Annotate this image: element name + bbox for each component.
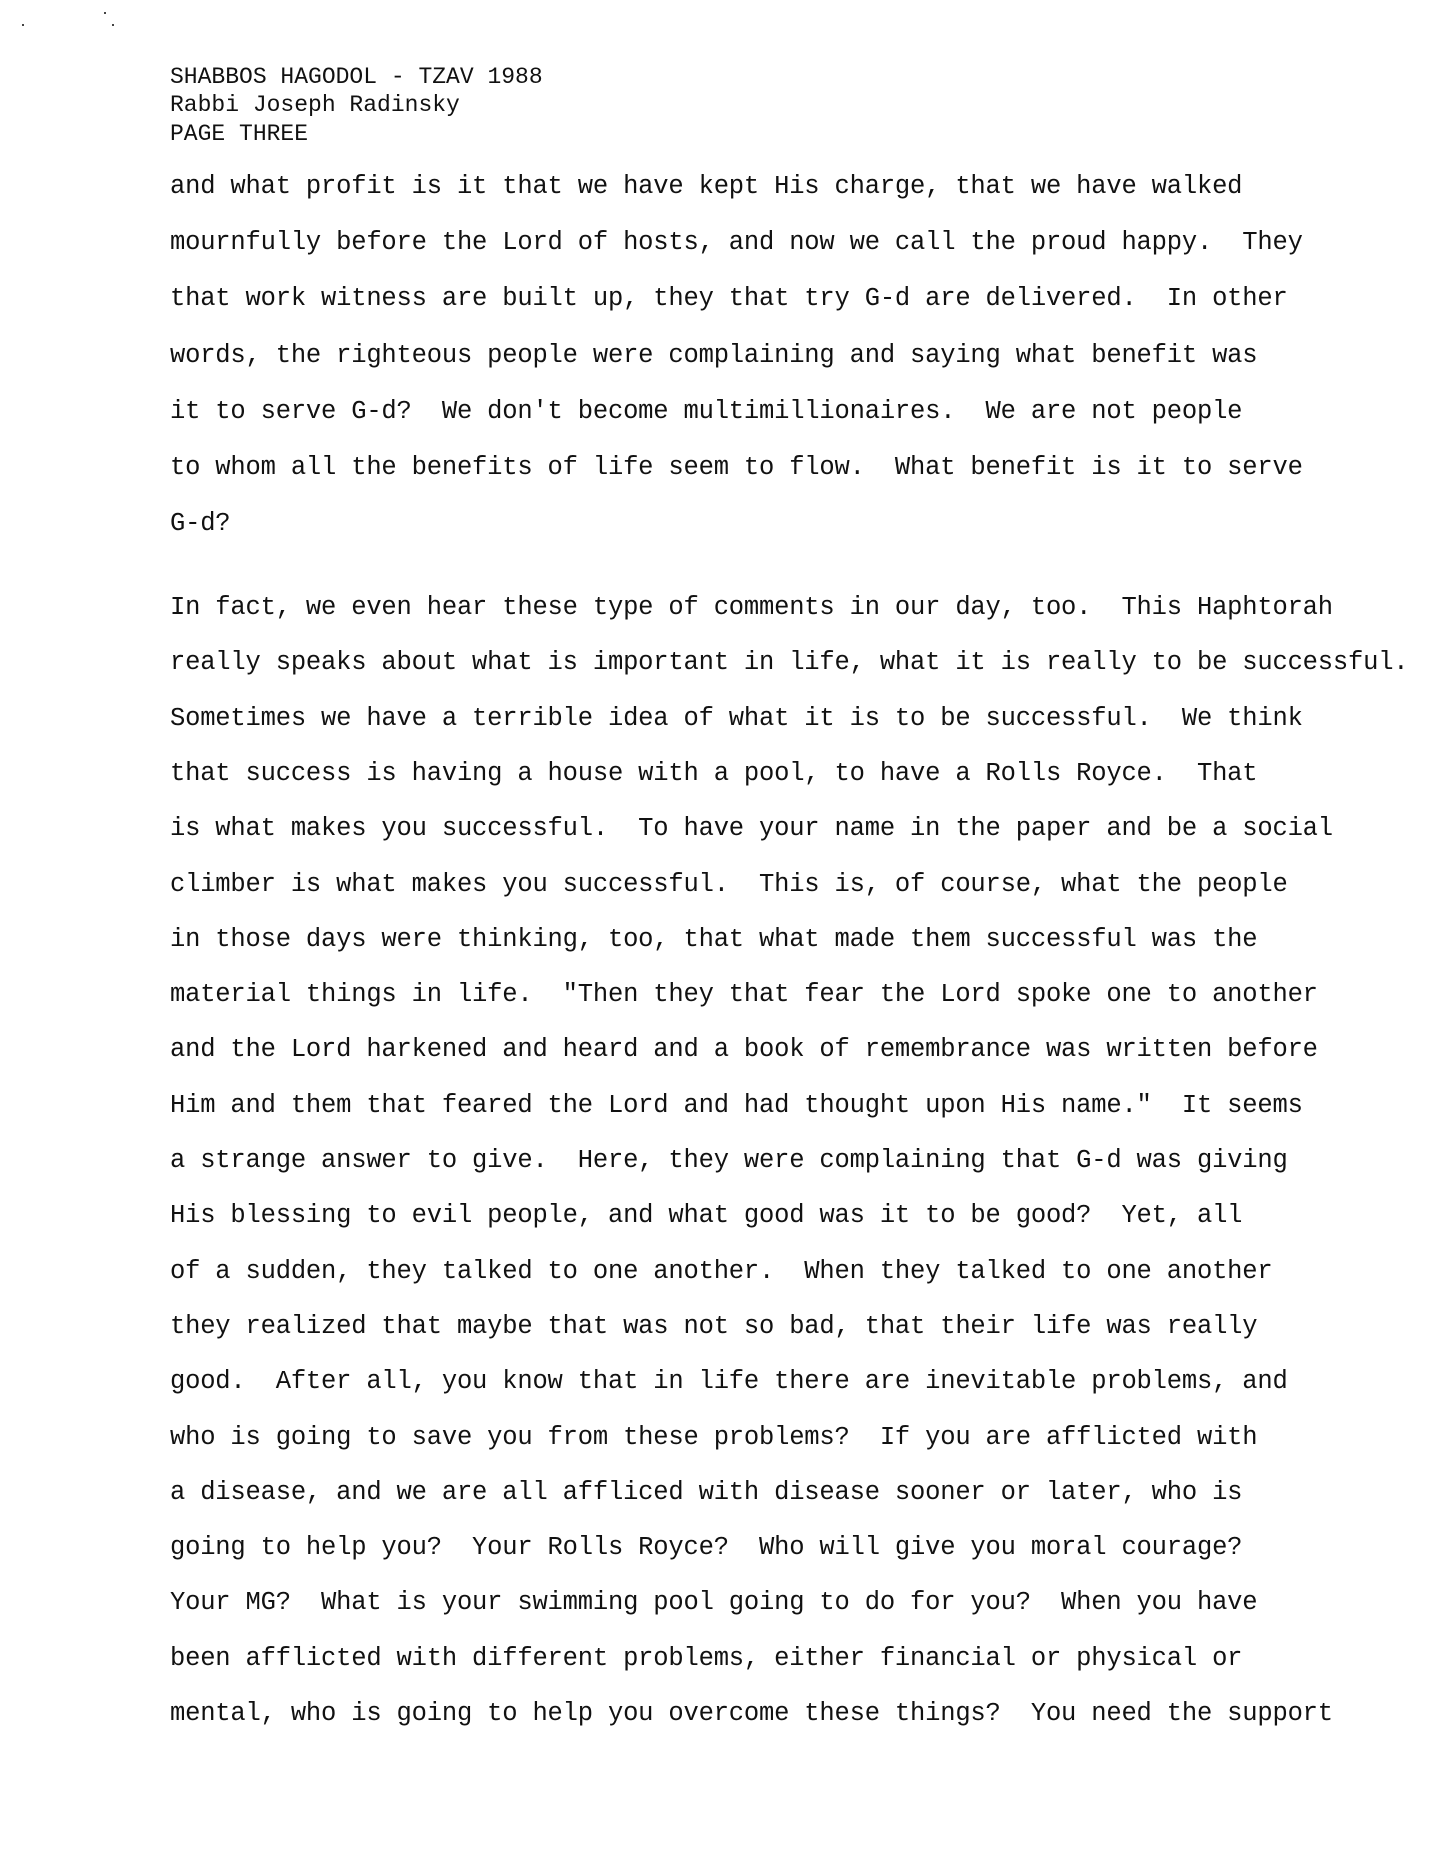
text-line: mental, who is going to help you overcome these things? You need the support [170, 1699, 1333, 1728]
text-line: in those days were thinking, too, that what made them successful was the [170, 924, 1258, 954]
text-line: Sometimes we have a terrible idea of what it is to be successful. We think [170, 703, 1303, 733]
text-line: really speaks about what is important in life, what it is really to be successful. [170, 648, 1409, 678]
text-line: to whom all the benefits of life seem to flow. What benefit is it to serve [170, 453, 1303, 482]
text-line: is what makes you successful. To have your name in the paper and be a social [170, 814, 1333, 844]
text-line: Your MG? What is your swimming pool going to do for you? When you have [170, 1588, 1258, 1618]
text-line: His blessing to evil people, and what good was it to be good? Yet, all [170, 1201, 1243, 1231]
scan-speck [22, 24, 24, 26]
text-line: and what profit is it that we have kept His charge, that we have walked [170, 172, 1243, 201]
document-title: SHABBOS HAGODOL - TZAV 1988 [170, 64, 543, 90]
text-line: of a sudden, they talked to one another. When they talked to one another [170, 1256, 1273, 1286]
text-line: material things in life. "Then they that fear the Lord spoke one to another [170, 980, 1318, 1010]
scan-speck [112, 24, 114, 26]
text-line: and the Lord harkened and heard and a book of remembrance was written before [170, 1035, 1318, 1065]
text-line: going to help you? Your Rolls Royce? Who will give you moral courage? [170, 1533, 1243, 1563]
text-line: good. After all, you know that in life there are inevitable problems, and [170, 1367, 1288, 1397]
text-line: Him and them that feared the Lord and had thought upon His name." It seems [170, 1090, 1303, 1120]
text-line: it to serve G-d? We don't become multimillionaires. We are not people [170, 396, 1243, 426]
text-line: climber is what makes you successful. This is, of course, what the people [170, 869, 1288, 899]
page-label: PAGE THREE [170, 121, 309, 147]
text-line: a disease, and we are all affliced with disease sooner or later, who is [170, 1477, 1243, 1507]
document-author: Rabbi Joseph Radinsky [170, 92, 460, 118]
text-line: that work witness are built up, they that try G-d are delivered. In other [170, 284, 1288, 314]
text-line: a strange answer to give. Here, they were complaining that G-d was giving [170, 1146, 1288, 1175]
text-line: they realized that maybe that was not so bad, that their life was really [170, 1311, 1258, 1341]
text-line: mournfully before the Lord of hosts, and now we call the proud happy. They [170, 228, 1303, 258]
text-line: G-d? [170, 509, 231, 539]
text-line: words, the righteous people were complaining and saying what benefit was [170, 340, 1258, 370]
text-line: been afflicted with different problems, either financial or physical or [170, 1643, 1243, 1673]
scan-speck [104, 12, 106, 14]
text-line: In fact, we even hear these type of comments in our day, too. This Haphtorah [170, 593, 1333, 622]
text-line: who is going to save you from these problems? If you are afflicted with [170, 1422, 1258, 1452]
text-line: that success is having a house with a pool, to have a Rolls Royce. That [170, 758, 1258, 788]
